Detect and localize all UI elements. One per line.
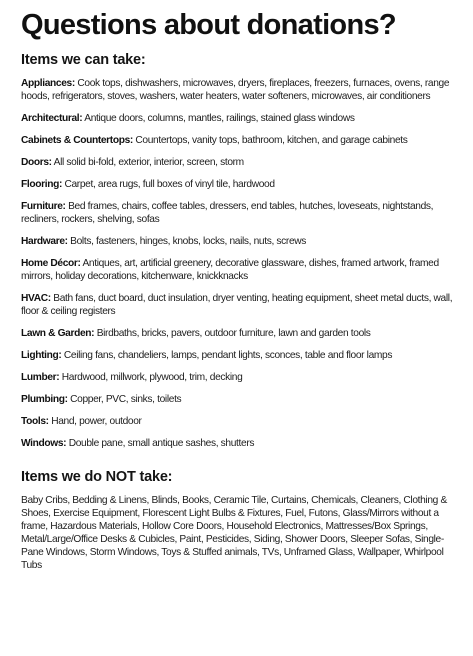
page-title: Questions about donations? [21,9,396,41]
category-name: Hardware: [21,236,68,247]
category-name: Lawn & Garden: [21,328,95,339]
category-name: Tools: [21,416,49,427]
category-items: Bed frames, chairs, coffee tables, dressers, end tables, hutches, loveseats, nightstands, recliners, rockers, shelving, sofas [21,201,434,225]
category-windows [21,437,461,450]
category-name: HVAC: [21,293,51,304]
category-name: Doors: [21,157,52,168]
category-name: Architectural: [21,113,83,124]
category-plumbing [21,393,461,406]
category-lawn-garden [21,327,461,340]
category-name: Appliances: [21,78,75,89]
category-name: Flooring: [21,179,62,190]
accepted-category-list [21,77,461,450]
category-name: Cabinets & Countertops: [21,135,133,146]
category-items: Cook tops, dishwashers, microwaves, dryers, fireplaces, freezers, furnaces, ovens, range hoods, refrigerators, stoves, washers, water heaters, water softeners, microwaves, air conditioners [21,78,450,102]
category-name: Furniture: [21,201,66,212]
category-cabinets-countertops [21,134,461,147]
category-items: Antique doors, columns, mantles, railings, stained glass windows [84,113,355,124]
category-doors [21,156,461,169]
category-lumber [21,371,461,384]
category-name: Windows: [21,438,67,449]
category-items: All solid bi-fold, exterior, interior, screen, storm [53,157,244,168]
not-accepted-items-section [21,468,461,572]
category-items: Hardwood, millwork, plywood, trim, decking [61,372,243,383]
category-items: Double pane, small antique sashes, shutters [68,438,255,449]
category-architectural [21,112,461,125]
category-name: Lumber: [21,372,60,383]
not-accepted-items-heading: Items we do NOT take: [21,469,173,485]
category-items: Copper, PVC, sinks, toilets [70,394,182,405]
category-items: Birdbaths, bricks, pavers, outdoor furniture, lawn and garden tools [96,328,371,339]
category-name: Plumbing: [21,394,68,405]
category-items: Countertops, vanity tops, bathroom, kitchen, and garage cabinets [135,135,408,146]
category-items: Carpet, area rugs, full boxes of vinyl tile, hardwood [64,179,275,190]
category-items: Hand, power, outdoor [51,416,142,427]
not-accepted-items-text: Baby Cribs, Bedding & Linens, Blinds, Books, Ceramic Tile, Curtains, Chemicals, Cleaners, Clothing & Shoes, Exercise Equipment, Florescent Light Bulbs & Fixtures, Fuel, Futons, Glass/Mirrors without a frame, Hazardous Materials, Hollow Core Doors, Household Electronics, Mattresses/Box Springs, Metal/Large/Office Desks & Cubicles, Paint, Pesticides, Siding, Shower Doors, Sleeper Sofas, Single-Pane Windows, Storm Windows, Toys & Stuffed animals, TVs, Unframed Glass, Wallpaper, Whirlpool Tubs [21,495,447,571]
category-lighting [21,349,461,362]
category-home-decor [21,257,461,283]
category-tools [21,415,461,428]
category-items: Bolts, fasteners, hinges, knobs, locks, nails, nuts, screws [70,236,307,247]
category-hvac [21,292,461,318]
category-hardware [21,235,461,248]
category-name: Home Décor: [21,258,81,269]
category-items: Ceiling fans, chandeliers, lamps, pendant lights, sconces, table and floor lamps [63,350,393,361]
category-name: Lighting: [21,350,62,361]
category-items: Bath fans, duct board, duct insulation, dryer venting, heating equipment, sheet metal ducts, wall, floor & ceiling registers [21,293,453,317]
category-appliances [21,77,461,103]
accepted-items-heading: Items we can take: [21,52,146,68]
category-items: Antiques, art, artificial greenery, decorative glassware, dishes, framed artwork, framed mirrors, holiday decorations, kitchenware, knickknacks [21,258,439,282]
accepted-items-section [21,51,461,450]
category-flooring [21,178,461,191]
category-furniture [21,200,461,226]
